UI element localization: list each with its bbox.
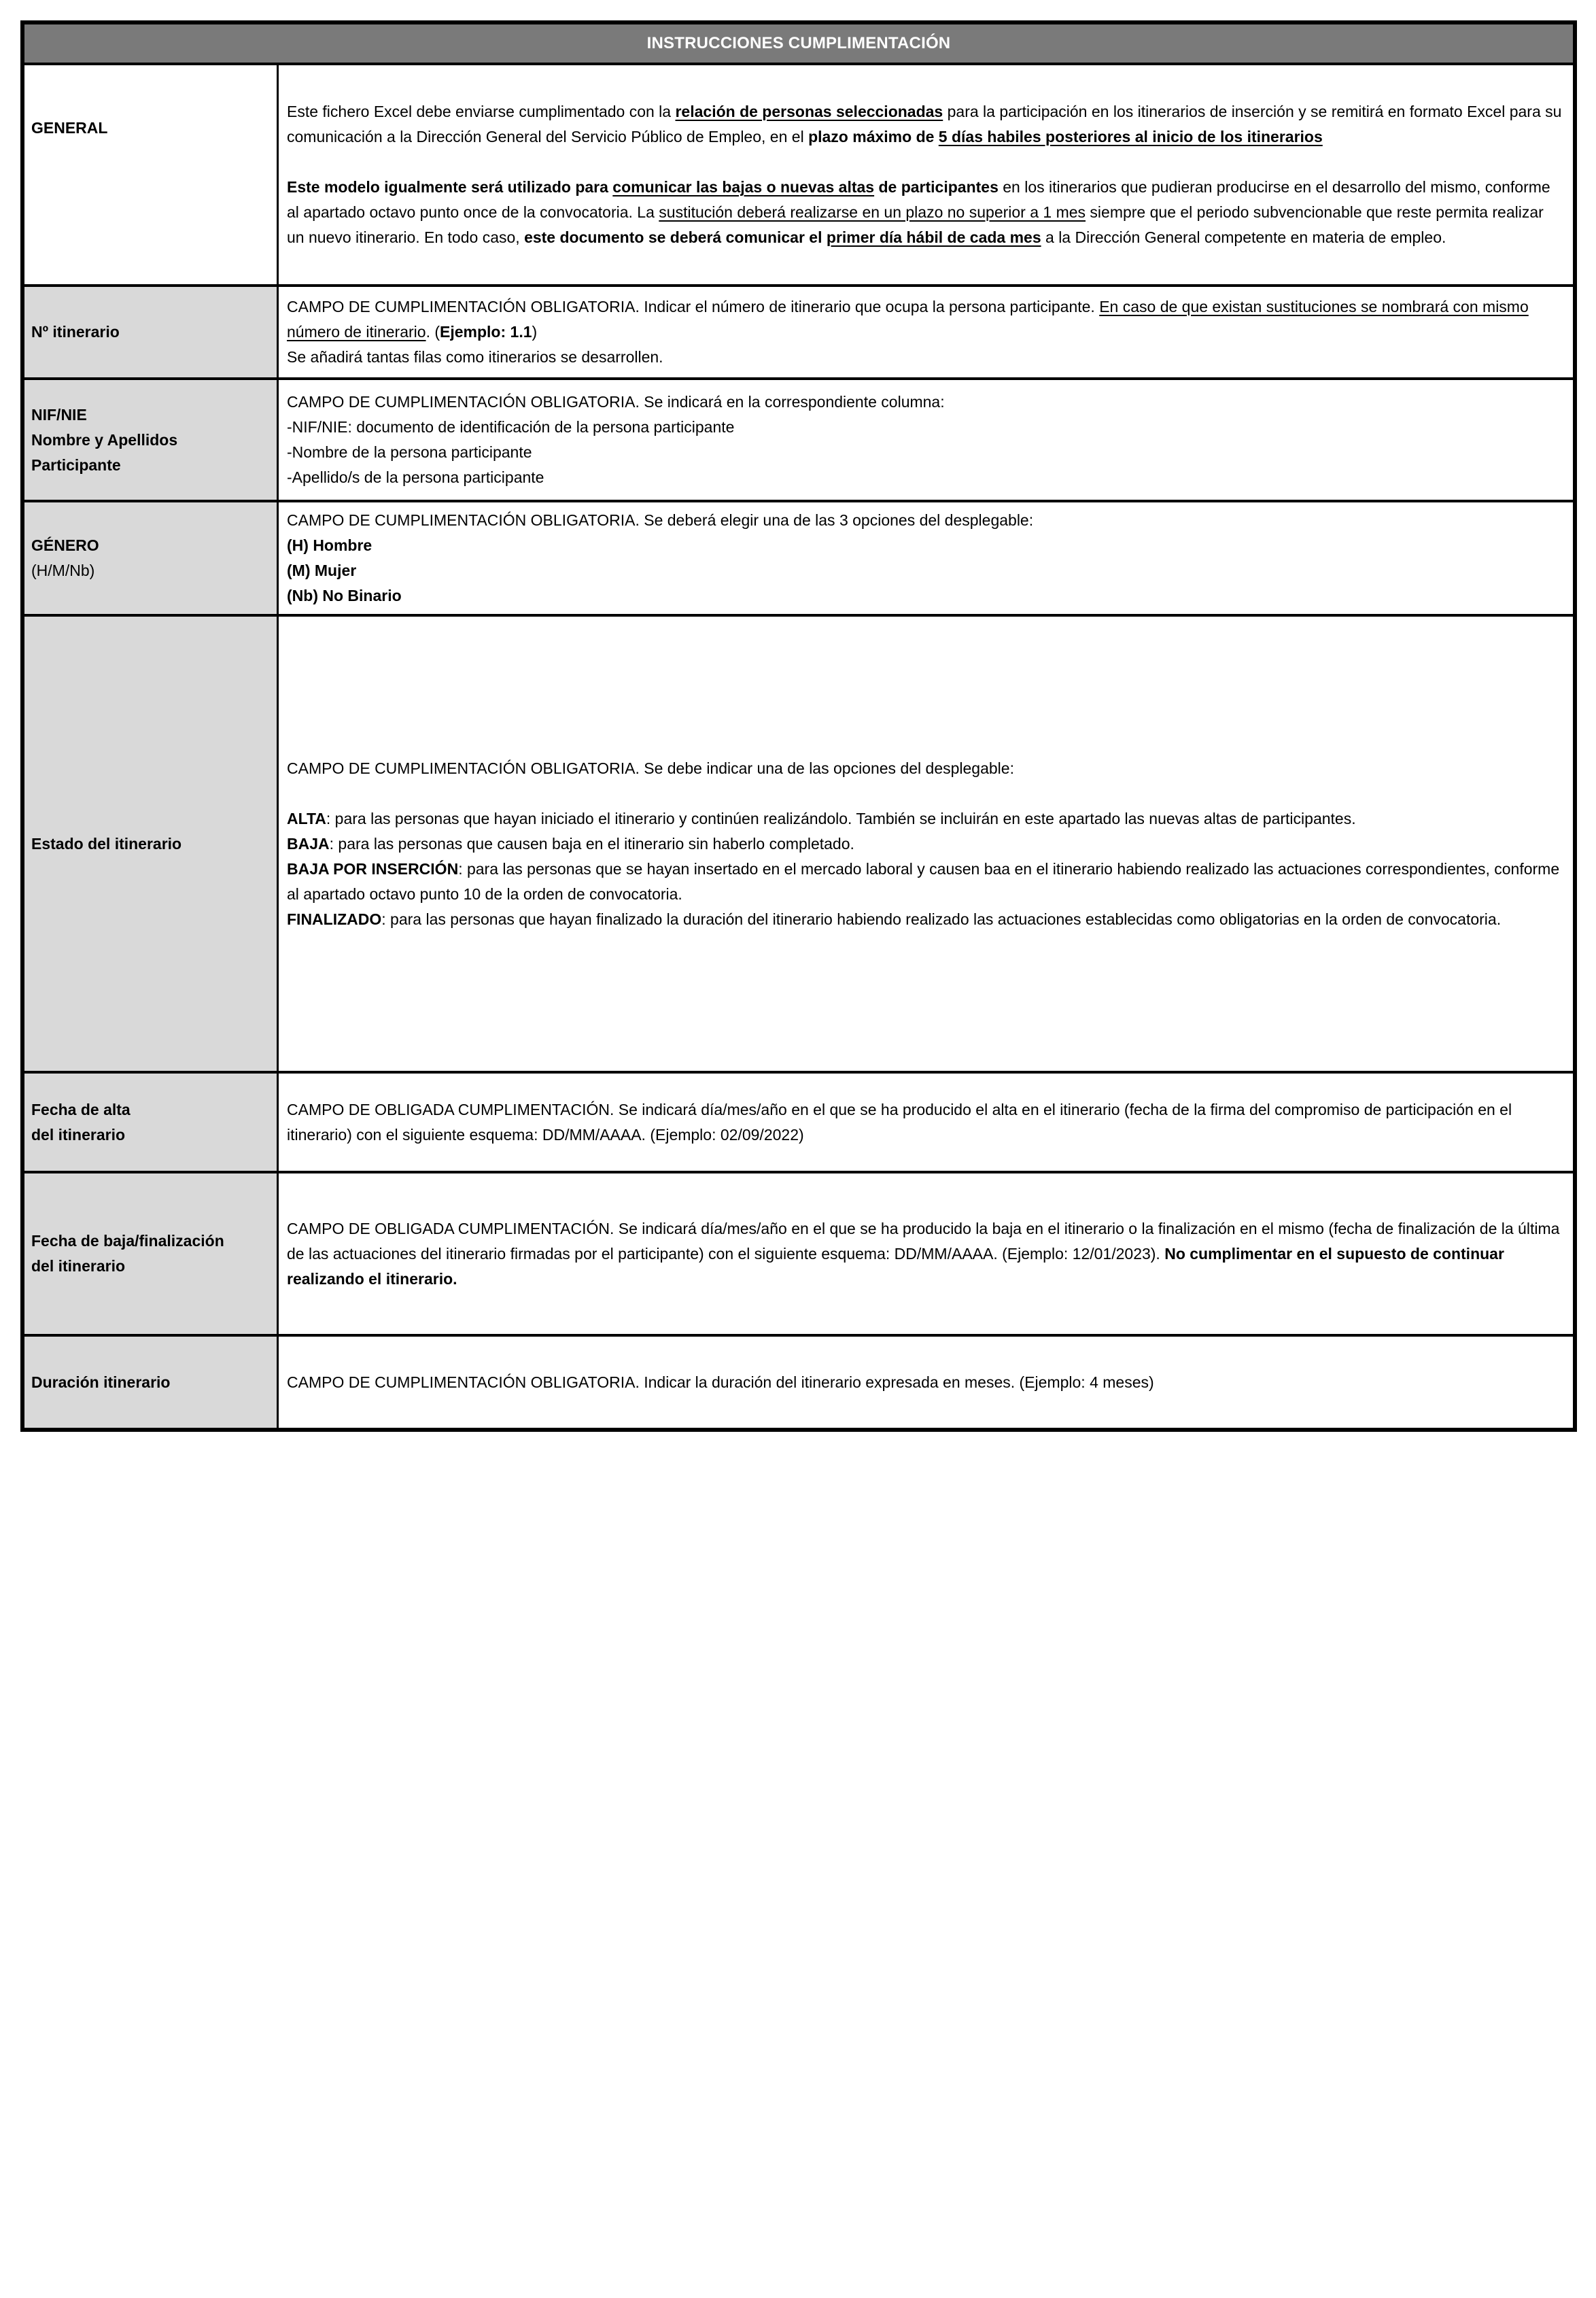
text-segment: siempre que el periodo subvencionable que reste permita realizar un nuevo itinerario. En todo caso, <box>287 203 1544 246</box>
text-segment: -Nombre de la persona participante <box>287 443 532 461</box>
description-paragraph <box>287 781 1563 806</box>
field-description-general <box>279 65 1573 284</box>
text-segment: . ( <box>426 323 440 341</box>
description-paragraph <box>287 583 1563 608</box>
text-segment: CAMPO DE CUMPLIMENTACIÓN OBLIGATORIA. Se deberá elegir una de las 3 opciones del desplegable: <box>287 511 1034 529</box>
label-line: GENERAL <box>31 119 108 137</box>
field-description-num-itinerario <box>279 287 1573 377</box>
description-paragraph <box>287 1216 1563 1292</box>
table-rows <box>24 63 1573 1428</box>
text-segment: CAMPO DE CUMPLIMENTACIÓN OBLIGATORIA. Se debe indicar una de las opciones del desplegable: <box>287 759 1014 777</box>
description-paragraph <box>287 857 1563 907</box>
text-segment: (H) Hombre <box>287 536 372 554</box>
text-segment: comunicar las bajas o nuevas altas <box>612 178 875 196</box>
text-segment: 5 días habiles posteriores al inicio de los itinerarios <box>938 128 1323 145</box>
label-line: Fecha de alta <box>31 1100 131 1118</box>
description-paragraph <box>287 465 1563 490</box>
text-segment: de participantes <box>874 178 999 196</box>
text-segment: plazo máximo de <box>808 128 939 145</box>
text-segment: (Nb) No Binario <box>287 587 402 604</box>
table-row-general <box>24 63 1573 284</box>
text-segment: CAMPO DE OBLIGADA CUMPLIMENTACIÓN. Se indicará día/mes/año en el que se ha producido el alta en el itinerario (fecha de la firma del compromiso de participación en el itinerario) con el siguiente esquema: DD/MM/AAAA. (Ejemplo: 02/09/2022) <box>287 1100 1512 1144</box>
label-line: NIF/NIE <box>31 405 87 424</box>
text-segment: BAJA <box>287 834 330 853</box>
field-description-estado <box>279 617 1573 1071</box>
description-paragraph <box>287 806 1563 831</box>
field-description-duracion <box>279 1337 1573 1428</box>
description-paragraph <box>287 558 1563 583</box>
instructions-table <box>20 20 1577 1432</box>
label-line: Nº itinerario <box>31 323 120 341</box>
label-line: (H/M/Nb) <box>31 562 95 579</box>
text-segment: primer día hábil de cada mes <box>826 228 1041 246</box>
label-line: Participante <box>31 456 121 474</box>
description-paragraph <box>287 390 1563 415</box>
text-segment: sustitución deberá realizarse en un plazo no superior a 1 mes <box>659 203 1086 221</box>
text-segment: para la participación en los itinerarios de inserción y se remitirá en formato Excel para su comunicación a la Dirección General del Servicio Público de Empleo, en el <box>287 103 1562 145</box>
text-segment: : para las personas que hayan finalizado la duración del itinerario habiendo realizado las actuaciones establecidas como obligatorias en la orden de convocatoria. <box>381 910 1502 928</box>
table-title: INSTRUCCIONES CUMPLIMENTACIÓN <box>24 24 1573 63</box>
table-row-nif-nie <box>24 377 1573 500</box>
field-label-general <box>24 65 279 284</box>
text-segment: (M) Mujer <box>287 562 357 579</box>
table-row-fecha-alta <box>24 1071 1573 1171</box>
text-segment: Ejemplo: 1.1 <box>440 323 532 341</box>
text-segment: FINALIZADO <box>287 910 382 928</box>
description-paragraph <box>287 907 1563 932</box>
text-segment: No cumplimentar en el supuesto de continuar realizando el itinerario. <box>287 1244 1504 1288</box>
table-row-num-itinerario <box>24 284 1573 377</box>
description-paragraph <box>287 99 1563 150</box>
text-segment: Este fichero Excel debe enviarse cumplimentado con la <box>287 103 676 120</box>
description-paragraph <box>287 440 1563 465</box>
description-paragraph <box>287 1097 1563 1148</box>
text-segment: : para las personas que hayan iniciado el itinerario y continúen realizándolo. También se incluirán en este apartado las nuevas altas de participantes. <box>326 809 1356 827</box>
label-line: Nombre y Apellidos <box>31 430 178 449</box>
text-segment: en los itinerarios que pudieran producirse en el desarrollo del mismo, conforme al apartado octavo punto once de la convocatoria. La <box>287 178 1550 221</box>
description-paragraph <box>287 415 1563 440</box>
field-label-fecha-baja <box>24 1173 279 1334</box>
label-line: del itinerario <box>31 1125 126 1144</box>
table-row-genero <box>24 500 1573 614</box>
field-label-duracion <box>24 1337 279 1428</box>
table-row-estado <box>24 614 1573 1071</box>
label-line: GÉNERO <box>31 536 99 554</box>
text-segment: : para las personas que se hayan insertado en el mercado laboral y causen baa en el itinerario habiendo realizado las actuaciones correspondientes, conforme al apartado octavo punto 10 de la orden de convocatoria. <box>287 859 1560 903</box>
text-segment: Este modelo igualmente será utilizado para <box>287 178 613 196</box>
text-segment: : para las personas que causen baja en el itinerario sin haberlo completado. <box>329 834 854 853</box>
field-label-estado <box>24 617 279 1071</box>
description-paragraph <box>287 345 1563 370</box>
text-segment: En caso de que existan sustituciones se nombrará con mismo número de itinerario <box>287 298 1529 341</box>
field-description-genero <box>279 502 1573 614</box>
table-row-duracion <box>24 1334 1573 1428</box>
label-line: Duración itinerario <box>31 1373 171 1391</box>
text-segment: -Apellido/s de la persona participante <box>287 468 544 486</box>
text-segment: CAMPO DE CUMPLIMENTACIÓN OBLIGATORIA. Se indicará en la correspondiente columna: <box>287 393 945 411</box>
description-paragraph <box>287 175 1563 250</box>
label-line: Fecha de baja/finalización <box>31 1232 224 1250</box>
description-paragraph <box>287 294 1563 345</box>
text-segment: Se añadirá tantas filas como itinerarios se desarrollen. <box>287 348 663 366</box>
description-paragraph <box>287 508 1563 533</box>
description-paragraph <box>287 831 1563 857</box>
text-segment: BAJA POR INSERCIÓN <box>287 859 459 878</box>
text-segment: relación de personas seleccionadas <box>675 103 943 120</box>
field-label-fecha-alta <box>24 1074 279 1171</box>
text-segment: a la Dirección General competente en materia de empleo. <box>1041 228 1446 246</box>
field-description-nif-nie <box>279 380 1573 500</box>
description-paragraph <box>287 756 1563 781</box>
field-label-nif-nie <box>24 380 279 500</box>
description-paragraph <box>287 150 1563 175</box>
text-segment: CAMPO DE OBLIGADA CUMPLIMENTACIÓN. Se indicará día/mes/año en el que se ha producido la baja en el itinerario o la finalización en el mismo (fecha de finalización de la última de las actuaciones del itinerario firmadas por el participante) con el siguiente esquema: DD/MM/AAAA. (Ejemplo: 12/01/2023). <box>287 1219 1560 1263</box>
field-label-genero <box>24 502 279 614</box>
text-segment: -NIF/NIE: documento de identificación de la persona participante <box>287 418 735 436</box>
text-segment: ALTA <box>287 809 326 827</box>
label-line: del itinerario <box>31 1257 126 1275</box>
description-paragraph <box>287 533 1563 558</box>
text-segment: ) <box>532 323 538 341</box>
text-segment: CAMPO DE CUMPLIMENTACIÓN OBLIGATORIA. Indicar el número de itinerario que ocupa la persona participante. <box>287 298 1100 315</box>
field-description-fecha-baja <box>279 1173 1573 1334</box>
table-row-fecha-baja <box>24 1171 1573 1334</box>
field-description-fecha-alta <box>279 1074 1573 1171</box>
description-paragraph <box>287 1370 1563 1395</box>
text-segment: CAMPO DE CUMPLIMENTACIÓN OBLIGATORIA. Indicar la duración del itinerario expresada en meses. (Ejemplo: 4 meses) <box>287 1373 1154 1391</box>
label-line: Estado del itinerario <box>31 834 182 853</box>
field-label-num-itinerario <box>24 287 279 377</box>
text-segment: este documento se deberá comunicar el <box>524 228 827 246</box>
